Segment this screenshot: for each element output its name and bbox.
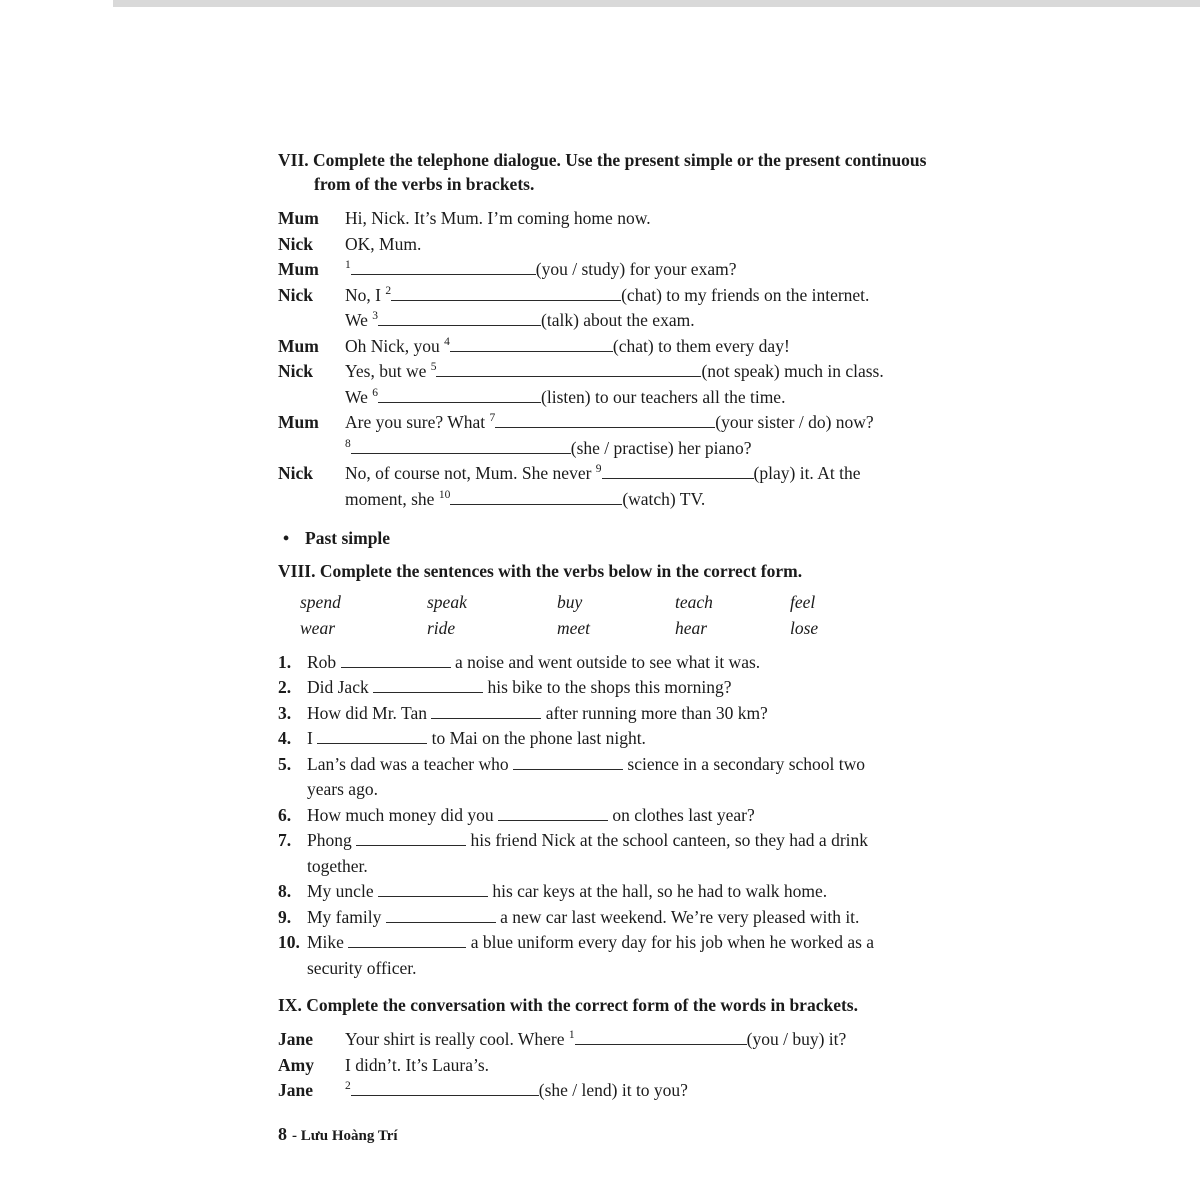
blank-number: 3 [372, 310, 379, 323]
list-item-text: I to Mai on the phone last night. [307, 728, 646, 748]
blank-number: 10 [438, 488, 451, 501]
dialogue-line [278, 232, 936, 258]
list-item [278, 803, 936, 829]
list-item-text: How did Mr. Tan after running more than 30 km? [307, 702, 768, 723]
speaker-name: Nick [278, 361, 313, 381]
list-item-text: My family a new car last weekend. We’re very pleased with it. [307, 906, 860, 927]
dialogue-line [278, 410, 936, 461]
word-bank-item: ride [427, 617, 456, 638]
list-item [278, 701, 936, 727]
speaker-name: Mum [278, 208, 319, 228]
speaker-name: Jane [278, 1029, 313, 1049]
word-bank-item: lose [790, 617, 819, 638]
blank-number: 2 [385, 284, 392, 297]
dialogue-line [278, 257, 936, 283]
bullet-icon: • [283, 528, 290, 548]
page-number: 8 [278, 1124, 287, 1144]
list-item-text: Lan’s dad was a teacher who science in a secondary school two years ago. [307, 753, 866, 799]
list-item-text: My uncle his car keys at the hall, so he had to walk home. [307, 881, 828, 901]
dialogue-line [278, 334, 936, 360]
list-item-number: 3. [278, 702, 292, 723]
speaker-name: Amy [278, 1054, 314, 1075]
answer-blank [356, 842, 466, 846]
dialogue-line [278, 206, 936, 232]
word-bank-row [300, 589, 936, 615]
answer-blank [378, 893, 488, 897]
dialogue-line [278, 461, 936, 512]
answer-blank [378, 322, 541, 326]
answer-blank [317, 740, 427, 744]
answer-blank [391, 297, 621, 301]
answer-blank [348, 944, 466, 948]
blank-number: 7 [489, 412, 496, 425]
list-item-number: 7. [278, 830, 292, 850]
page-content [278, 148, 936, 1104]
blank-number: 4 [444, 335, 450, 348]
list-item [278, 930, 936, 981]
speaker-name: Nick [278, 233, 313, 254]
list-item-number: 10. [278, 932, 300, 952]
dialogue-text: Your shirt is really cool. Where $^1$ (you / buy) it? [345, 1029, 847, 1049]
list-item-text: How much money did you on clothes last year? [307, 804, 755, 825]
word-bank-item: buy [557, 591, 583, 612]
list-item-number: 8. [278, 881, 292, 901]
list-item [278, 752, 936, 803]
scan-edge-strip [113, 0, 1200, 7]
answer-blank [351, 450, 571, 454]
exercise-7-dialogue [278, 206, 936, 512]
dialogue-text: Yes, but we $^5$ (not speak) much in class. We $^6$ (listen) to our teachers all the time. [345, 361, 884, 407]
answer-blank [495, 424, 715, 428]
answer-blank [498, 817, 608, 821]
exercise-9-title: IX. Complete the conversation with the correct form of the words in brackets. [278, 995, 858, 1015]
speaker-name: Mum [278, 259, 319, 279]
answer-blank [378, 399, 541, 403]
answer-blank [431, 715, 541, 719]
list-item [278, 905, 936, 931]
list-item-number: 9. [278, 906, 292, 927]
blank-number: 9 [595, 463, 602, 476]
answer-blank [386, 919, 496, 923]
answer-blank [351, 1092, 539, 1096]
list-item-text: Did Jack his bike to the shops this morning? [307, 677, 732, 697]
speaker-name: Jane [278, 1080, 313, 1100]
list-item-text: Rob a noise and went outside to see what it was. [307, 651, 761, 672]
list-item-number: 6. [278, 804, 292, 825]
answer-blank [351, 271, 536, 275]
dialogue-text: Oh Nick, you $^4$ (chat) to them every day! [345, 335, 790, 356]
list-item-number: 1. [278, 651, 292, 672]
dialogue-text: Hi, Nick. It’s Mum. I’m coming home now. [345, 208, 651, 228]
answer-blank [341, 664, 451, 668]
dialogue-line [278, 1078, 936, 1104]
word-bank-item: teach [675, 591, 713, 612]
dialogue-text: I didn’t. It’s Laura’s. [345, 1054, 490, 1075]
dialogue-line [278, 1053, 936, 1079]
list-item [278, 675, 936, 701]
dialogue-line [278, 1027, 936, 1053]
dialogue-text: No, of course not, Mum. She never $^9$ (play) it. At the moment, she $^{10}$ (watch) TV. [345, 463, 861, 509]
dialogue-text: $^1$ (you / study) for your exam? [345, 259, 737, 279]
answer-blank [373, 689, 483, 693]
exercise-9-dialogue [278, 1027, 936, 1104]
exercise-7-title: VII. Complete the telephone dialogue. Use the present simple or the present continuous from of the verbs in brackets. [278, 150, 927, 194]
dialogue-text: $^2$ (she / lend) it to you? [345, 1080, 688, 1100]
word-bank-item: feel [790, 591, 816, 612]
list-item-number: 5. [278, 753, 292, 774]
list-item-number: 2. [278, 677, 292, 697]
list-item [278, 650, 936, 676]
answer-blank [575, 1041, 747, 1045]
blank-number: 2 [345, 1080, 351, 1093]
blank-number: 8 [345, 437, 351, 450]
list-item [278, 879, 936, 905]
list-item [278, 828, 936, 879]
dialogue-text: No, I $^2$ (chat) to my friends on the internet. We $^3$ (talk) about the exam. [345, 284, 870, 330]
answer-blank [602, 475, 754, 479]
answer-blank [450, 501, 622, 505]
word-bank [300, 589, 936, 641]
past-simple-heading [278, 526, 936, 552]
word-bank-item: wear [300, 617, 335, 638]
blank-number: 6 [372, 386, 379, 399]
exercise-8-list [278, 650, 936, 982]
dialogue-text: OK, Mum. [345, 233, 422, 254]
exercise-8-title: VIII. Complete the sentences with the verbs below in the correct form. [278, 560, 803, 581]
list-item-text: Mike a blue uniform every day for his job when he worked as a security officer. [307, 932, 875, 978]
answer-blank [436, 373, 701, 377]
list-item [278, 726, 936, 752]
speaker-name: Mum [278, 335, 319, 356]
blank-number: 5 [430, 361, 437, 374]
dialogue-text: Are you sure? What $^7$ (your sister / do) now? $^8$ (she / practise) her piano? [345, 412, 874, 458]
word-bank-item: hear [675, 617, 708, 638]
dialogue-line [278, 283, 936, 334]
list-item-number: 4. [278, 728, 292, 748]
answer-blank [450, 348, 613, 352]
word-bank-item: speak [427, 591, 467, 612]
word-bank-item: spend [300, 591, 341, 612]
blank-number: 1 [345, 259, 351, 272]
dialogue-line [278, 359, 936, 410]
word-bank-item: meet [557, 617, 591, 638]
answer-blank [513, 766, 623, 770]
word-bank-row [300, 615, 936, 641]
speaker-name: Nick [278, 284, 313, 305]
blank-number: 1 [568, 1029, 575, 1042]
speaker-name: Mum [278, 412, 319, 432]
list-item-text: Phong his friend Nick at the school canteen, so they had a drink together. [307, 830, 869, 876]
past-simple-label: Past simple [305, 528, 391, 548]
author-name: - Lưu Hoàng Trí [292, 1128, 398, 1144]
page-footer [278, 1124, 398, 1145]
speaker-name: Nick [278, 463, 313, 483]
